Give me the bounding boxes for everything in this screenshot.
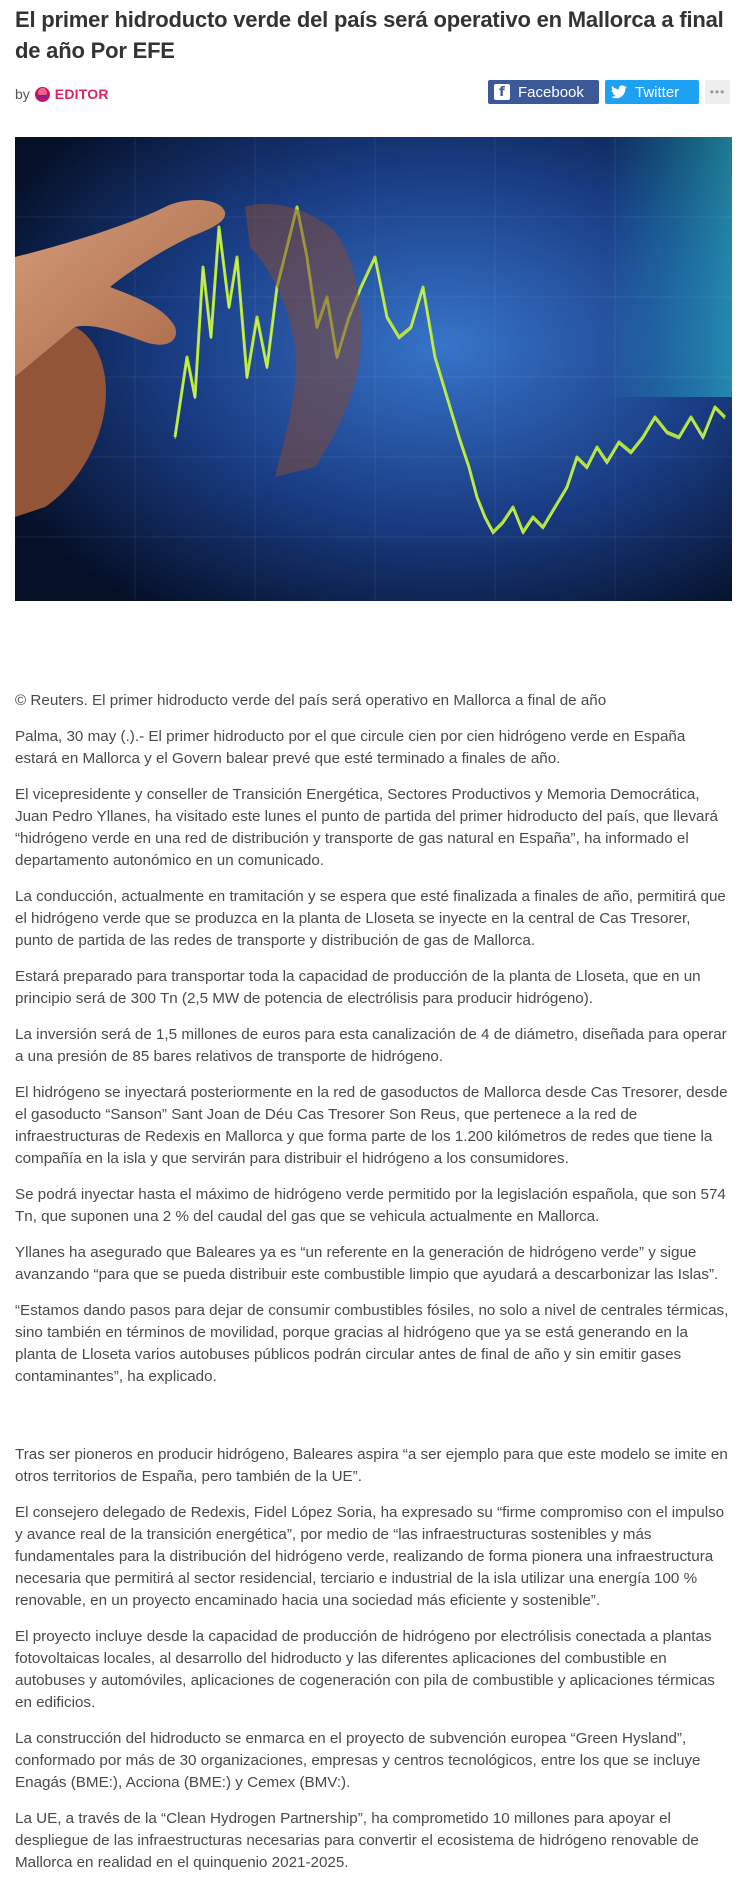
paragraph: La inversión será de 1,5 millones de euros para esta canalización de 4 de diámetro, diseñada para operar a una presión de 85 bares relativos de transporte de hidrógeno. xyxy=(15,1026,727,1065)
by-label: by xyxy=(15,86,30,102)
paragraph: © Reuters. El primer hidroducto verde del país será operativo en Mallorca a final de año xyxy=(15,692,607,709)
author-link[interactable]: EDITOR xyxy=(54,86,109,102)
article-body xyxy=(15,690,730,1888)
paragraph: Se podrá inyectar hasta el máximo de hidrógeno verde permitido por la legislación española, que son 574 Tn, que suponen una 2 % del caudal del gas que se vehicula actualmente en Mallorca. xyxy=(15,1186,726,1225)
paragraph: “Estamos dando pasos para dejar de consumir combustibles fósiles, no solo a nivel de centrales térmicas, sino también en términos de movilidad, porque gracias al hidrógeno que ya se está generando en la planta de Lloseta varios autobuses públicos podrán circular antes de final de año y sin emitir gases contaminantes”, ha explicado. xyxy=(15,1302,729,1385)
twitter-share-button[interactable] xyxy=(605,80,699,104)
article-header xyxy=(15,0,730,110)
paragraph: Estará preparado para transportar toda la capacidad de producción de la planta de Lloseta, que en un principio será de 300 Tn (2,5 MW de potencia de electrólisis para producir hidrógeno). xyxy=(15,968,701,1007)
paragraph: La construcción del hidroducto se enmarca en el proyecto de subvención europea “Green Hysland”, conformado por más de 30 organizaciones, empresas y centros tecnológicos, entre los que se incluye Enagás (BME:), Acciona (BME:) y Cemex (BMV:). xyxy=(15,1730,701,1791)
twitter-icon xyxy=(611,84,627,100)
paragraph: La UE, a través de la “Clean Hydrogen Partnership”, ha comprometido 10 millones para apoyar el despliegue de las infraestructuras necesarias para convertir el ecosistema de hidrógeno renovable de Mallorca en realidad en el quinquenio 2021-2025. xyxy=(15,1810,699,1871)
paragraph: El vicepresidente y conseller de Transición Energética, Sectores Productivos y Memoria Democrática, Juan Pedro Yllanes, ha visitado este lunes el punto de partida del primer hidroducto del país, que llevará “hidrógeno verde en una red de distribución y transporte de gas natural en España”, ha informado el departamento autonómico en un comunicado. xyxy=(15,786,719,869)
meta-row xyxy=(15,80,730,110)
twitter-label: Twitter xyxy=(635,83,680,101)
paragraph: Tras ser pioneros en producir hidrógeno, Baleares aspira “a ser ejemplo para que este modelo se imite en otros territorios de España, pero también de la UE”. xyxy=(15,1446,728,1485)
byline xyxy=(15,86,109,102)
stock-chart-photo xyxy=(15,137,732,601)
paragraph: La conducción, actualmente en tramitación y se espera que esté finalizada a finales de año, permitirá que el hidrógeno verde que se produzca en la planta de Lloseta se inyecte en la central de Cas Tresorer, punto de partida de las redes de transporte y distribución de gas de Mallorca. xyxy=(15,888,726,949)
paragraph: El hidrógeno se inyectará posteriormente en la red de gasoductos de Mallorca desde Cas Tresorer, desde el gasoducto “Sanson” Sant Joan de Déu Cas Tresorer Son Reus, que pertenece a la red de infraestructuras de Redexis en Mallorca y que forma parte de los 1.200 kilómetros de redes que tiene la compañía en la isla y que servirán para distribuir el hidrógeno a los consumidores. xyxy=(15,1084,728,1167)
paragraph: Yllanes ha asegurado que Baleares ya es “un referente en la generación de hidrógeno verde” y sigue avanzando “para que se pueda distribuir este combustible limpio que ayudará a descarbonizar las Islas”. xyxy=(15,1244,719,1283)
paragraph: El proyecto incluye desde la capacidad de producción de hidrógeno por electrólisis conectada a plantas fotovoltaicas locales, al desarrollo del hidroducto y las diferentes aplicaciones del combustible en autobuses y automóviles, aplicaciones de cogeneración con pila de combustible y aplicaciones térmicas en edificios. xyxy=(15,1628,715,1711)
hero-image xyxy=(15,137,732,601)
paragraph: El consejero delegado de Redexis, Fidel López Soria, ha expresado su “firme compromiso con el impulso y avance real de la transición energética”, por medio de “las infraestructuras sostenibles y más fundamentales para la distribución del hidrógeno verde, realizando de forma pionera una infraestructura necesaria que permitirá al sector residencial, terciario e industrial de la isla utilizar una energía 100 % renovable, en un proyecto encaminado hacia una sociedad más eficiente y sostenible”. xyxy=(15,1504,725,1609)
facebook-share-button[interactable] xyxy=(488,80,599,104)
facebook-label: Facebook xyxy=(518,83,584,101)
facebook-icon: f xyxy=(494,84,510,100)
author-avatar xyxy=(35,87,50,102)
paragraph: Palma, 30 may (.).- El primer hidroducto por el que circule cien por cien hidrógeno verde en España estará en Mallorca y el Govern balear prevé que esté terminado a finales de año. xyxy=(15,728,686,767)
share-buttons xyxy=(482,80,730,104)
article-title: El primer hidroducto verde del país será operativo en Mallorca a final de año Por EFE xyxy=(15,7,724,63)
more-dots-icon[interactable]: ••• xyxy=(705,80,730,104)
